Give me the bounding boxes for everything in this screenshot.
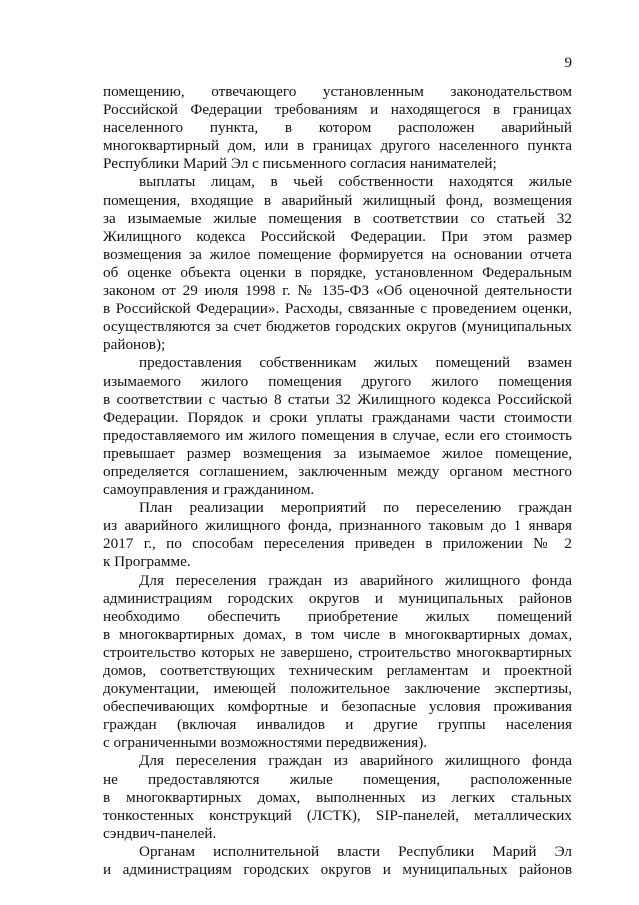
text-line: домов, соответствующих техническим регламентам и проектной	[103, 662, 572, 679]
text-line: документации, имеющей положительное заключение экспертизы,	[103, 680, 572, 698]
text-line: администрациям городских округов и муниципальных районов	[103, 589, 572, 607]
text-line: населенного пункта, в котором расположен аварийный	[103, 119, 572, 137]
text-line: в многоквартирных домах, выполненных из легких стальных	[103, 788, 572, 806]
text-line: граждан (включая инвалидов и другие группы населения	[103, 716, 572, 734]
text-line: предоставляемого им жилого помещения в случае, если его стоимость	[103, 426, 572, 444]
text-line: законом от 29 июля 1998 г. № 135-ФЗ «Об оценочной деятельности	[103, 282, 572, 300]
text-line: помещения, входящие в аварийный жилищный фонд, возмещения	[103, 191, 572, 209]
paragraph	[103, 83, 572, 173]
text-line: обеспечивающих комфортные и безопасные условия проживания	[103, 698, 572, 716]
text-line: Российской Федерации требованиям и находящегося в границах	[103, 101, 572, 119]
text-line: Республики Марий Эл с письменного согласия нанимателей;	[103, 155, 497, 173]
text-line: 2017 г., по способам переселения приведен в приложении № 2	[103, 535, 572, 553]
text-line: не предоставляются жилые помещения, расположенные	[103, 770, 572, 788]
text-line: необходимо обеспечить приобретение жилых помещений	[103, 607, 572, 625]
text-line: с ограниченными возможностями передвижения).	[103, 734, 428, 752]
text-line: превышает размер возмещения за изымаемое жилое помещение,	[103, 444, 572, 462]
text-line: Федерации. Порядок и сроки уплаты гражданами части стоимости	[103, 408, 572, 426]
text-line: Для переселения граждан из аварийного жилищного фонда	[139, 571, 572, 589]
text-line: из аварийного жилищного фонда, признанного таковым до 1 января	[103, 517, 572, 535]
text-line: Для переселения граждан из аварийного жилищного фонда	[139, 752, 572, 770]
text-line: об оценке объекта оценки в порядке, установленном Федеральным	[103, 263, 572, 281]
text-line: осуществляются за счет бюджетов городских округов (муниципальных	[103, 318, 572, 336]
text-line: Органам исполнительной власти Республики Марий Эл	[139, 842, 572, 860]
paragraph	[103, 354, 572, 499]
text-line: помещению, отвечающего установленным законодательством	[103, 83, 572, 100]
text-line: План реализации мероприятий по переселению граждан	[139, 499, 572, 517]
text-line: и администрациям городских округов и муниципальных районов	[103, 861, 572, 879]
text-line: к Программе.	[103, 553, 191, 571]
text-line: за изымаемые жилые помещения в соответствии со статьей 32	[103, 209, 572, 227]
text-line: в многоквартирных домах, в том числе в многоквартирных домах,	[103, 625, 572, 643]
paragraph	[103, 572, 572, 753]
paragraph	[103, 843, 572, 879]
text-line: выплаты лицам, в чьей собственности находятся жилые	[139, 173, 572, 191]
document-body	[103, 83, 572, 879]
text-line: определяется соглашением, заключенным между органом местного	[103, 462, 572, 480]
paragraph	[103, 499, 572, 571]
paragraph	[103, 752, 572, 842]
page-number: 9	[564, 55, 572, 71]
text-line: предоставления собственникам жилых помещений взамен	[139, 354, 572, 372]
text-line: изымаемого жилого помещения другого жилого помещения	[103, 372, 572, 390]
paragraph	[103, 173, 572, 354]
text-line: в Российской Федерации». Расходы, связанные с проведением оценки,	[103, 300, 572, 318]
text-line: в соответствии с частью 8 статьи 32 Жилищного кодекса Российской	[103, 390, 572, 408]
text-line: возмещения за жилое помещение формируется на основании отчета	[103, 245, 572, 263]
text-line: самоуправления и гражданином.	[103, 481, 315, 499]
text-line: районов);	[103, 336, 166, 354]
text-line: строительство которых не завершено, строительство многоквартирных	[103, 643, 572, 661]
text-line: многоквартирный дом, или в границах другого населенного пункта	[103, 137, 572, 155]
text-line: сэндвич-панелей.	[103, 824, 217, 842]
text-line: Жилищного кодекса Российской Федерации. При этом размер	[103, 227, 572, 245]
text-line: тонкостенных конструкций (ЛСТК), SIP-панелей, металлических	[103, 806, 572, 824]
